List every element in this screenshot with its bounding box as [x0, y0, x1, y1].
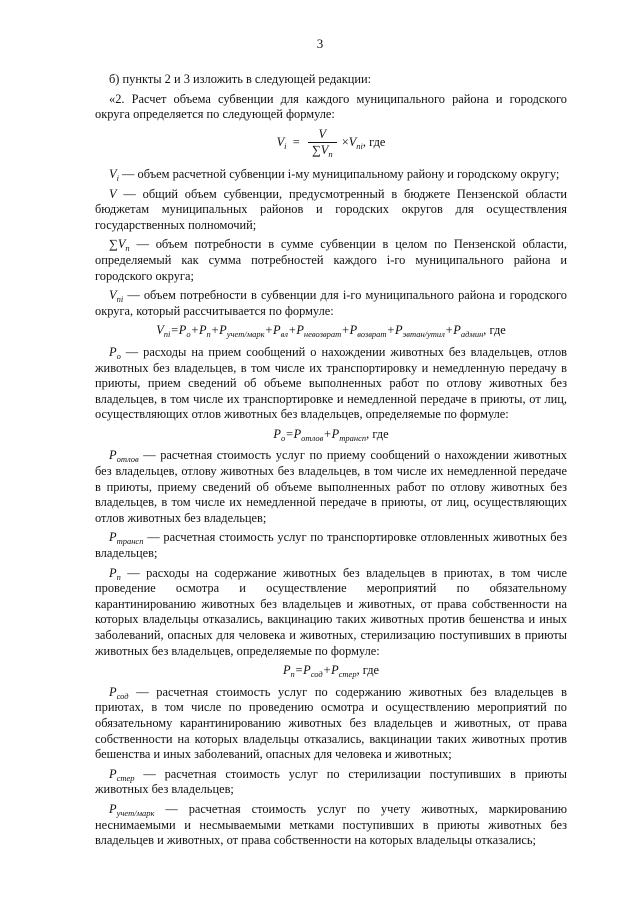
formula-terms — [170, 323, 484, 340]
formula-subscript: стер — [338, 669, 357, 680]
formula-symbol: V — [276, 134, 285, 149]
definition-ptransp — [95, 530, 567, 561]
definition-symbol: ∑V — [109, 237, 126, 252]
definition-subscript: о — [116, 350, 121, 361]
definition-puchet — [95, 802, 567, 849]
formula-pp — [95, 663, 567, 679]
formula-subscript: i — [284, 140, 287, 151]
formula-subscript: о — [280, 432, 286, 443]
fraction-denominator — [308, 143, 337, 159]
definition-subscript: учет/марк — [116, 807, 155, 818]
formula-subscript: невозврат — [303, 329, 342, 340]
definition-symbol: V — [109, 288, 117, 303]
intro-paragraph: б) пункты 2 и 3 изложить в следующей редакции: — [109, 72, 372, 86]
formula-subvention: $V_i$ = $\frac{V}{\sum V_п}$ $\times V_{пi}$, где — [276, 126, 386, 160]
definition-subscript: отлов — [116, 454, 139, 465]
formula-where: , где — [483, 323, 506, 338]
definition-symbol: P — [109, 448, 117, 463]
definition-symbol: P — [109, 766, 117, 781]
formula-subscript: эвтан/утил — [402, 329, 445, 340]
formula-symbol: +P — [210, 323, 227, 338]
definition-text: — расходы на содержание животных без владельцев в приютах, в том числе проведение осмотра и осуществление мероприятий по обязательному карантинированию животных без владельцев и животных, от права собственности на которых владельцы отказались, вакцинацию таких животных против бешенства и иных заболеваний, опасных для человека и животных, стерилизацию поступивших в приюты животных без владельцев, определяемые по формуле: — [95, 565, 567, 658]
definition-subscript: трансп — [116, 536, 144, 547]
document-body — [95, 72, 567, 853]
times-sign: × — [341, 134, 349, 149]
definition-v — [95, 187, 567, 234]
formula-symbol: +P — [190, 323, 207, 338]
definition-symbol: P — [109, 565, 117, 580]
formula-subscript: пi — [163, 329, 171, 340]
definition-text: — расходы на прием сообщений о нахождении животных без владельцев, отлов животных без владельцев, в том числе их транспортировку и немедленную передачу в приюты, прием сведений об объеме выполненных работ по отлову животных без владельцев, в том числе их транспортировке и немедленной передаче в приюты, от лиц, осуществляющих отлов животных без владельцев, определяемые по формуле: — [95, 344, 567, 422]
formula-subscript: отлов — [301, 432, 324, 443]
definition-vpi — [95, 288, 567, 319]
definition-symbol: P — [109, 801, 117, 816]
formula-symbol: P — [282, 663, 291, 678]
formula-where: , где — [356, 663, 380, 678]
formula-symbol: +P — [341, 323, 358, 338]
formula-symbol: +P — [287, 323, 304, 338]
formula-subscript: учет/марк — [226, 329, 265, 340]
formula-po — [95, 427, 567, 443]
formula-subscript: возврат — [357, 329, 387, 340]
formula-symbol: V — [156, 323, 164, 338]
formula-where: , где — [366, 426, 389, 441]
denominator-subscript: п — [328, 149, 333, 160]
formula-symbol: =P — [285, 426, 302, 441]
definition-subscript: i — [116, 172, 119, 183]
definition-symbol: P — [109, 684, 117, 699]
formula-subscript: п — [206, 329, 211, 340]
definition-text: — объем расчетной субвенции i-му муниципальному району и городскому округу; — [118, 166, 560, 181]
definition-symbol: V — [109, 166, 117, 181]
formula-symbol: =P — [170, 323, 187, 338]
definition-text: — расчетная стоимость услуг по содержанию животных без владельцев в приютах, в том числе по проведению осмотра и осуществлению мероприятий по обязательному карантинированию животных без владельцев и животных, от права собственности на которых владельцы отказались, вакцинации таких животных против бешенства и иных заболеваний, опасных для человека и животных; — [95, 684, 567, 762]
definition-pp — [95, 566, 567, 660]
formula-subscript: вл — [280, 329, 288, 340]
definition-text: — объем потребности в субвенции для i-го муниципального района и городского округа, который рассчитывается по формуле: — [95, 288, 567, 318]
fraction-numerator: V — [308, 127, 337, 144]
formula-subscript: п — [290, 669, 295, 680]
definition-text: — расчетная стоимость услуг по приему сообщений о нахождении животных без владельцев, отлову животных без владельцев, в том числе их немедленной передаче в приюты, приему сведений об объеме выполненных работ по отлову животных без владельцев, в том числе их немедленной передаче в приюты, от лиц, осуществляющих отлов животных без владельцев; — [95, 448, 567, 525]
formula-symbol: V — [348, 134, 357, 149]
paragraph-2: «2. Расчет объема субвенции для каждого муниципального района и городского округа определяется по следующей формуле: — [95, 91, 567, 122]
definition-po — [95, 345, 567, 423]
formula-subscript: сод — [310, 669, 323, 680]
definition-pster — [95, 767, 567, 798]
definition-symbol: P — [109, 530, 117, 545]
formula-symbol: +P — [323, 426, 340, 441]
formula-need — [95, 323, 567, 339]
page-number: 3 — [316, 36, 324, 51]
formula-fraction — [308, 127, 337, 159]
definition-potlov — [95, 448, 567, 526]
definition-subscript: стер — [116, 772, 135, 783]
definition-vi — [95, 167, 567, 183]
denominator-symbol: ∑V — [311, 143, 329, 158]
definition-text: — расчетная стоимость услуг по транспортировке отловленных животных без владельцев; — [95, 530, 567, 561]
formula-symbol: P — [273, 426, 281, 441]
definition-text: — общий объем субвенции, предусмотренный в бюджете Пензенской области бюджетам муниципальных районов и городских округов для осуществления государственных полномочий; — [95, 186, 567, 232]
definition-subscript: п — [116, 571, 121, 582]
formula-subscript: админ — [460, 329, 484, 340]
definition-sum-v — [95, 237, 567, 284]
definition-symbol: V — [109, 186, 117, 201]
formula-subscript: трансп — [339, 432, 367, 443]
definition-subscript: пi — [116, 294, 124, 305]
definition-text: — расчетная стоимость услуг по стерилизации поступивших в приюты животных без владельцев; — [95, 766, 567, 797]
formula-symbol: +P — [264, 323, 281, 338]
formula-subscript: о — [186, 329, 191, 340]
definition-subscript: сод — [116, 690, 129, 701]
definition-psod — [95, 685, 567, 763]
formula-where: , где — [362, 134, 386, 149]
definition-symbol: P — [109, 344, 117, 359]
formula-symbol: =P — [294, 663, 311, 678]
definition-text: — объем потребности в сумме субвенции в целом по Пензенской области, определяемый как сумма потребностей каждого i-го муниципального района и городского округа; — [95, 237, 567, 283]
definition-subscript: п — [125, 243, 130, 254]
formula-symbol: +P — [444, 323, 461, 338]
definition-text: — расчетная стоимость услуг по учету животных, маркированию неснимаемыми и несмываемыми метками поступивших в приюты животных без владельцев и животных, от права собственности на которых владельцы отказались; — [95, 801, 567, 848]
formula-symbol: +P — [386, 323, 403, 338]
formula-symbol: +P — [322, 663, 339, 678]
formula-subscript: пi — [356, 140, 363, 151]
